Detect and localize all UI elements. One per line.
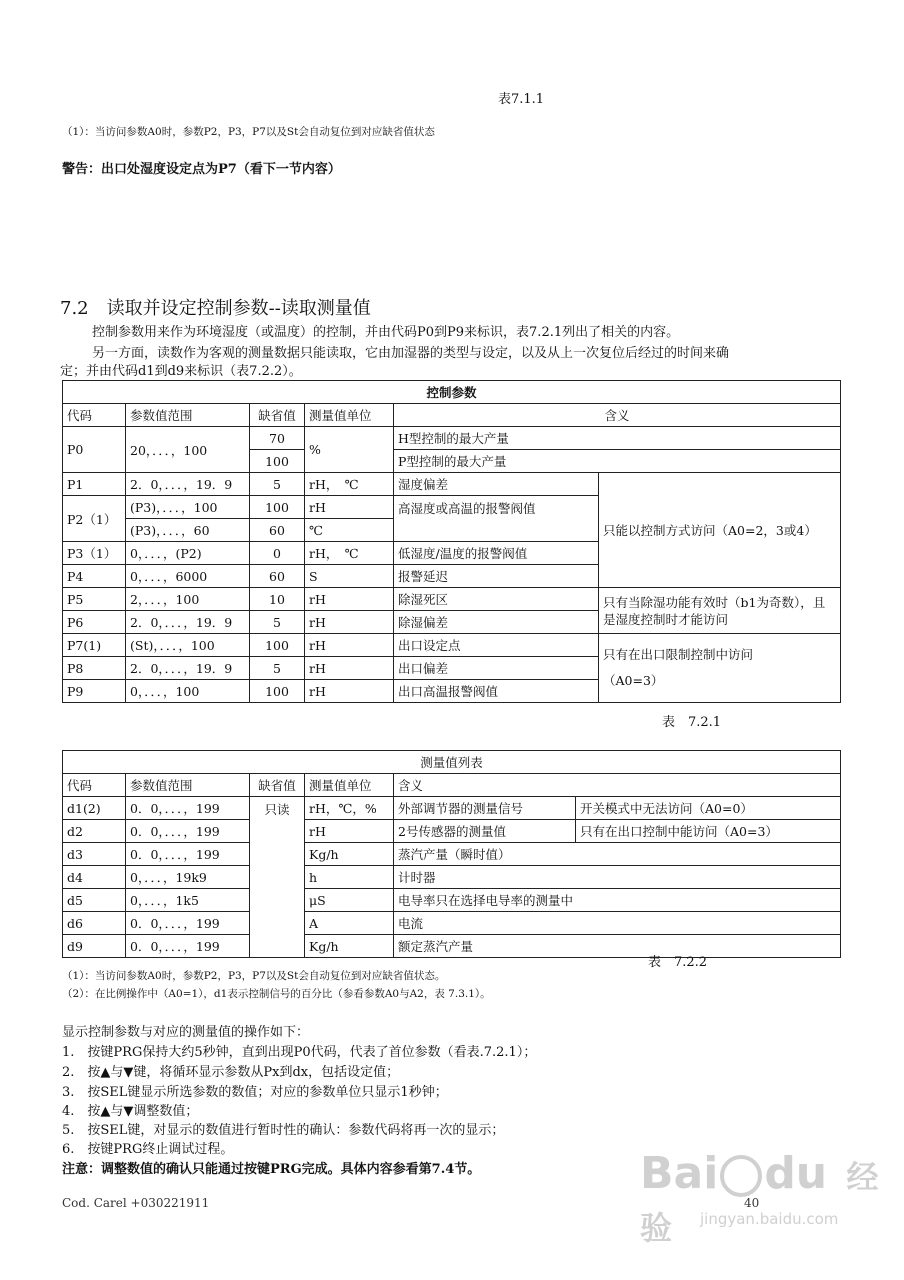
cell-meaning: 出口设定点 [394,634,599,657]
cell-access-note: 开关模式中无法访问（A0=0） [576,797,841,820]
access-note-line-1: 只有在出口限制控制中访问 [603,647,754,662]
cell-default: 0 [250,542,305,565]
cell-code: P2（1） [63,496,126,542]
header-meaning: 含义 [394,404,841,427]
cell-range: 20，．．．，100 [126,427,250,473]
cell-access-note [599,634,841,703]
steps-intro: 显示控制参数与对应的测量值的操作如下： [62,1025,310,1040]
cell-code: P1 [63,473,126,496]
table-caption-722: 表 7.2.2 [648,955,708,970]
cell-meaning: 除湿死区 [394,588,599,611]
cell-unit: S [305,565,394,588]
cell-range: 0，．．．，6000 [126,565,250,588]
cell-range: 0．0，．．．，199 [126,912,250,935]
steps-note: 注意：调整数值的确认只能通过按键PRG完成。具体内容参看第7.4节。 [62,1162,481,1177]
watermark-url: jingyan.baidu.com [700,1210,839,1228]
cell-code: P6 [63,611,126,634]
cell-meaning: 2号传感器的测量值 [394,820,576,843]
table-caption-711: 表7.1.1 [498,92,545,107]
footnote-2: （2）：在比例操作中（A0=1），d1表示控制信号的百分比（参看参数A0与A2，表 7.3.1）。 [62,988,491,1000]
cell-unit: rH [305,680,394,703]
cell-unit: μS [305,889,394,912]
cell-range: 0，．．．，19k9 [126,866,250,889]
cell-code: d2 [63,820,126,843]
cell-range: 2．0，．．．，19．9 [126,611,250,634]
section-heading: 7.2 读取并设定控制参数--读取测量值 [60,298,371,319]
cell-default: 10 [250,588,305,611]
header-code: 代码 [63,774,126,797]
footnote-top: （1）：当访问参数A0时，参数P2，P3，P7以及St会自动复位到对应缺省值状态 [62,126,435,138]
paw-icon [720,1155,762,1197]
watermark-brand: Bai [640,1148,719,1199]
cell-range: 0．0，．．．，199 [126,935,250,958]
table-row [63,912,841,935]
cell-default: 5 [250,657,305,680]
cell-code: P7(1) [63,634,126,657]
cell-unit: rH [305,611,394,634]
cell-default: 100 [250,680,305,703]
header-range: 参数值范围 [126,404,250,427]
cell-meaning: 额定蒸汽产量 [394,935,841,958]
cell-meaning: 报警延迟 [394,565,599,588]
cell-access-note: 只能以控制方式访问（A0=2，3或4） [599,473,841,588]
cell-range: 0．0，．．．，199 [126,797,250,820]
header-unit: 测量值单位 [305,774,394,797]
intro-paragraph-1: 控制参数用来作为环境湿度（或温度）的控制，并由代码P0到P9来标识，表7.2.1列出了相关的内容。 [92,325,680,340]
cell-default: 100 [250,634,305,657]
cell-range: (St)，．．．，100 [126,634,250,657]
table-row [63,866,841,889]
table-caption-721: 表 7.2.1 [662,715,722,730]
header-default: 缺省值 [250,404,305,427]
cell-access-note: 只有当除湿功能有效时（b1为奇数），且是湿度控制时才能访问 [599,588,841,634]
cell-unit: A [305,912,394,935]
cell-code: P5 [63,588,126,611]
cell-default: 100 [250,450,305,473]
cell-unit: ℃ [305,519,394,542]
cell-unit: h [305,866,394,889]
header-unit: 测量值单位 [305,404,394,427]
table-row [63,634,841,657]
step-item: 2. 按▲与▼键，将循环显示参数从Px到dx，包括设定值； [62,1065,400,1080]
cell-range: 0，．．．，(P2) [126,542,250,565]
step-item: 5. 按SEL键，对显示的数值进行暂时性的确认：参数代码将再一次的显示； [62,1123,505,1138]
cell-meaning: 高湿度或高温的报警阀值 [394,496,599,542]
cell-unit: Kg/h [305,935,394,958]
cell-code: d1(2) [63,797,126,820]
cell-range: 0．0，．．．，199 [126,843,250,866]
cell-meaning: 出口高温报警阀值 [394,680,599,703]
watermark-cn: 经验 [640,1158,879,1247]
cell-meaning: 低湿度/温度的报警阀值 [394,542,599,565]
cell-code: d3 [63,843,126,866]
cell-unit: rH， ℃ [305,542,394,565]
cell-range: (P3)，．．．，100 [126,496,250,519]
table2-header-row [63,774,841,797]
cell-default: 100 [250,496,305,519]
cell-unit: Kg/h [305,843,394,866]
cell-readonly: 只读 [250,797,305,958]
cell-code: P3（1） [63,542,126,565]
footnote-1: （1）：当访问参数A0时，参数P2，P3，P7以及St会自动复位到对应缺省值状态。 [62,970,446,982]
watermark-brand-2: du [764,1148,828,1199]
step-item: 3. 按SEL键显示所选参数的数值；对应的参数单位只显示1秒钟； [62,1085,448,1100]
step-item: 4. 按▲与▼调整数值； [62,1104,199,1119]
cell-unit: rH，℃，% [305,797,394,820]
table-row [63,797,841,820]
cell-default: 70 [250,427,305,450]
cell-unit: rH [305,657,394,680]
cell-range: (P3)，．．．，60 [126,519,250,542]
cell-range: 2．0，．．．，19．9 [126,473,250,496]
cell-default: 60 [250,519,305,542]
cell-default: 5 [250,473,305,496]
cell-code: P0 [63,427,126,473]
cell-code: P8 [63,657,126,680]
cell-code: P4 [63,565,126,588]
table-row [63,820,841,843]
header-code: 代码 [63,404,126,427]
cell-code: d5 [63,889,126,912]
table1-title: 控制参数 [63,381,841,404]
page-number: 40 [744,1196,760,1210]
table2-title: 测量值列表 [63,751,841,774]
cell-meaning: 出口偏差 [394,657,599,680]
warning-text: 警告：出口处湿度设定点为P7（看下一节内容） [62,162,341,177]
cell-unit: rH [305,496,394,519]
measurement-values-table [62,750,841,958]
table-row [63,843,841,866]
table-row [63,427,841,450]
header-range: 参数值范围 [126,774,250,797]
cell-meaning: P型控制的最大产量 [394,450,841,473]
cell-code: d9 [63,935,126,958]
cell-meaning: 湿度偏差 [394,473,599,496]
cell-range: 0，．．．，1k5 [126,889,250,912]
cell-range: 2．0，．．．，19．9 [126,657,250,680]
cell-unit: % [305,427,394,473]
cell-meaning: 计时器 [394,866,841,889]
cell-meaning: 电导率只在选择电导率的测量中 [394,889,841,912]
cell-meaning: 除湿偏差 [394,611,599,634]
cell-unit: rH [305,588,394,611]
cell-range: 0，．．．，100 [126,680,250,703]
cell-range: 0．0，．．．，199 [126,820,250,843]
intro-paragraph-2b: 定；并由代码d1到d9来标识（表7.2.2）。 [60,364,302,379]
header-default: 缺省值 [250,774,305,797]
footer-code: Cod. Carel +030221911 [62,1196,210,1210]
cell-unit: rH [305,820,394,843]
table-row [63,935,841,958]
cell-code: P9 [63,680,126,703]
cell-default: 60 [250,565,305,588]
table-row [63,588,841,611]
cell-access-note: 只有在出口控制中能访问（A0=3） [576,820,841,843]
table-row [63,889,841,912]
table-row [63,473,841,496]
cell-code: d6 [63,912,126,935]
control-parameters-table [62,380,841,703]
step-item: 1. 按键PRG保持大约5秒钟，直到出现P0代码，代表了首位参数（看表.7.2.1）； [62,1045,537,1060]
watermark-logo [640,1148,904,1250]
cell-meaning: 外部调节器的测量信号 [394,797,576,820]
cell-unit: rH [305,634,394,657]
cell-meaning: 蒸汽产量（瞬时值） [394,843,841,866]
cell-meaning: H型控制的最大产量 [394,427,841,450]
header-meaning: 含义 [394,774,841,797]
table1-header-row [63,404,841,427]
cell-code: d4 [63,866,126,889]
access-note-line-2: （A0=3） [603,673,664,688]
cell-range: 2，．．．，100 [126,588,250,611]
cell-unit: rH， ℃ [305,473,394,496]
cell-default: 5 [250,611,305,634]
cell-meaning: 电流 [394,912,841,935]
intro-paragraph-2a: 另一方面，读数作为客观的测量数据只能读取，它由加湿器的类型与设定，以及从上一次复位后经过的时间来确 [92,346,730,361]
step-item: 6. 按键PRG终止调试过程。 [62,1142,234,1157]
